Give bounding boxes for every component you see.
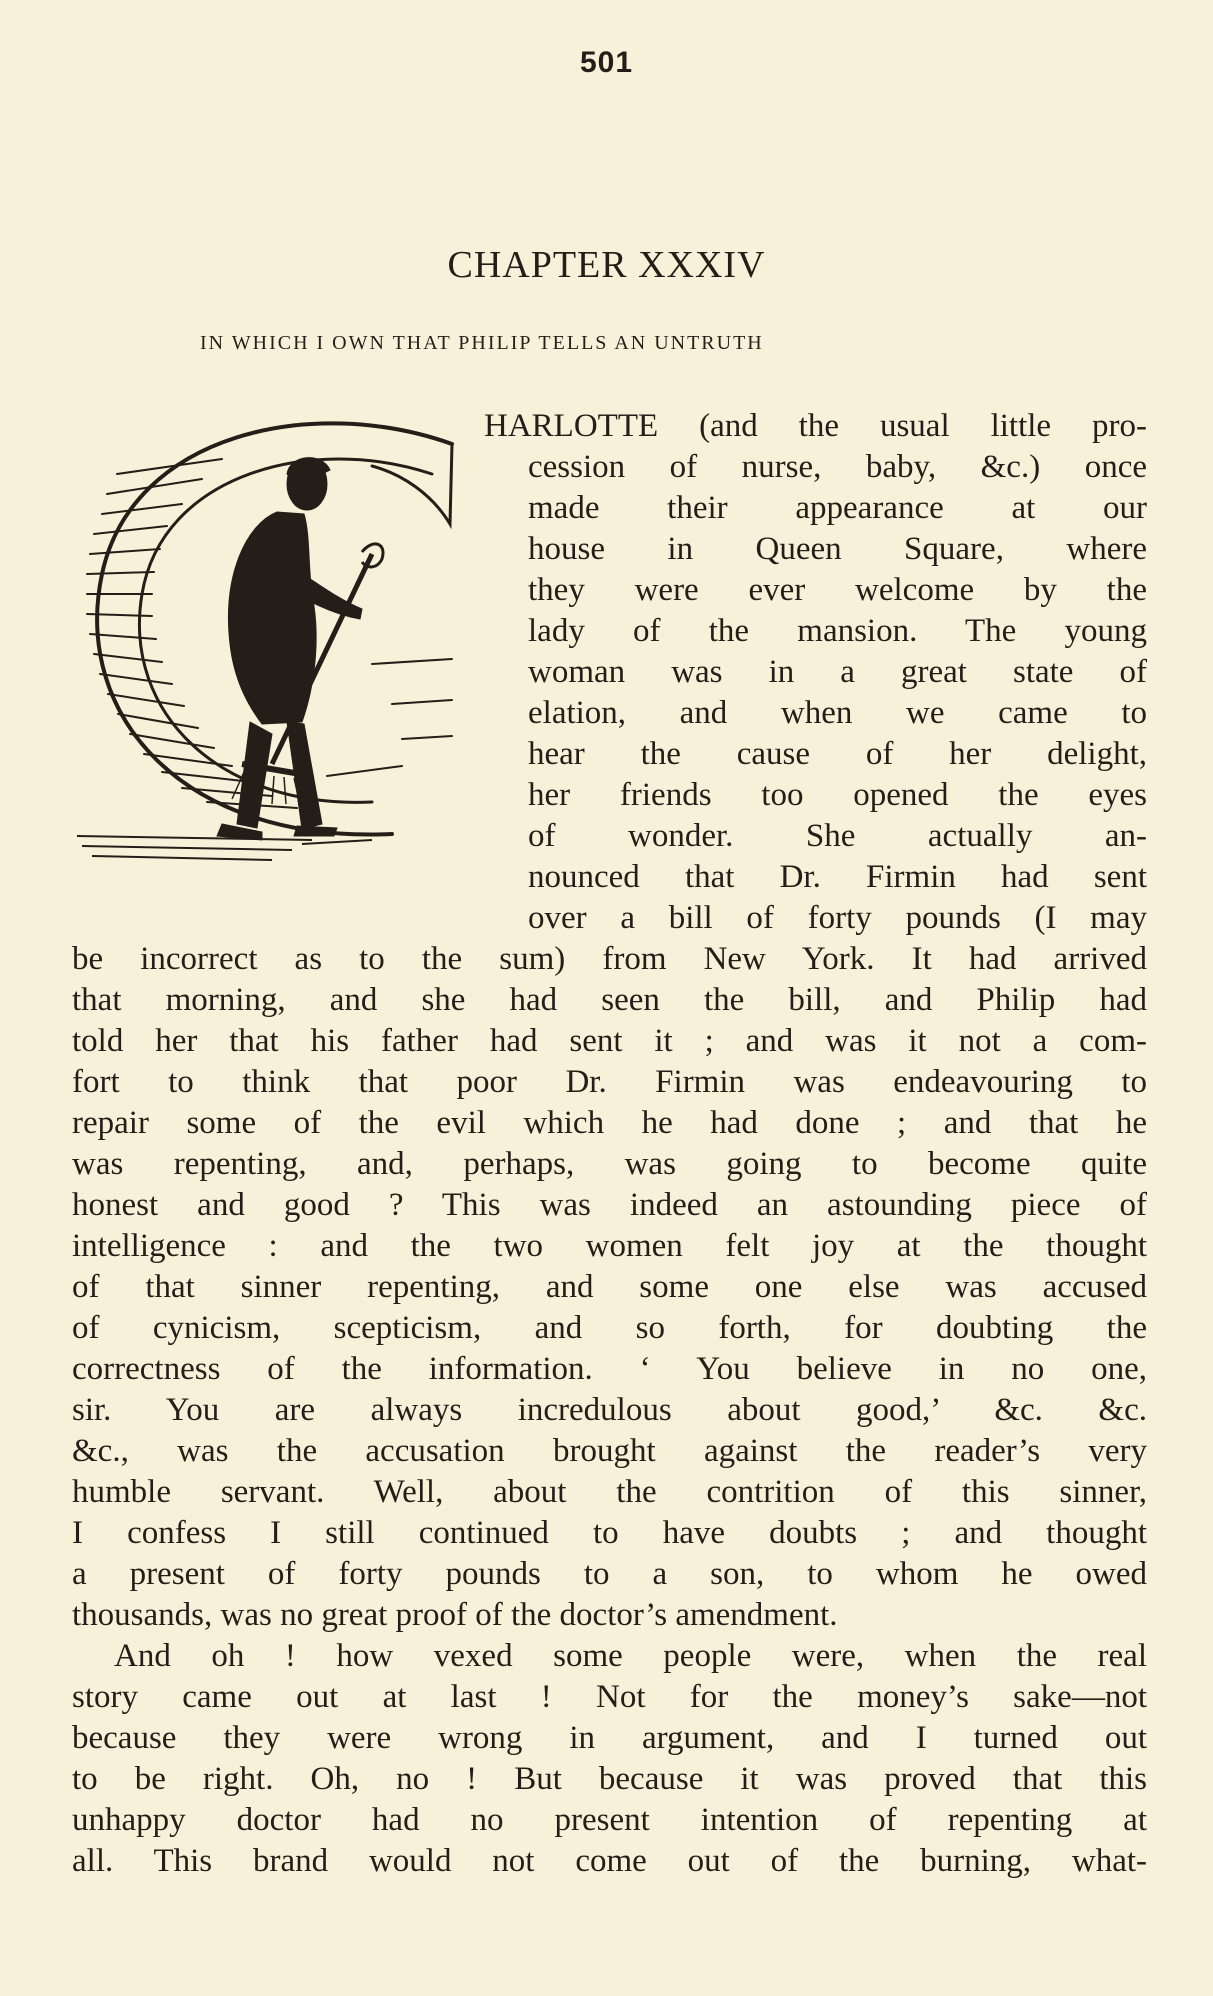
- text-line: made their appearance at our: [528, 490, 1147, 526]
- text-line: house in Queen Square, where: [528, 531, 1147, 567]
- text-line: a present of forty pounds to a son, to whom he owed: [72, 1556, 1147, 1592]
- text-line: intelligence : and the two women felt joy at the thought: [72, 1228, 1147, 1264]
- text-line: story came out at last ! Not for the money’s sake—not: [72, 1679, 1147, 1715]
- text-line: sir. You are always incredulous about good,’ &c. &c.: [72, 1392, 1147, 1428]
- text-line: correctness of the information. ‘ You believe in no one,: [72, 1351, 1147, 1387]
- text-line: of cynicism, scepticism, and so forth, for doubting the: [72, 1310, 1147, 1346]
- text-line: be incorrect as to the sum) from New York. It had arrived: [72, 941, 1147, 977]
- text-line: And oh ! how vexed some people were, when the real: [114, 1638, 1147, 1674]
- text-line: cession of nurse, baby, &c.) once: [528, 449, 1147, 485]
- text-line: her friends too opened the eyes: [528, 777, 1147, 813]
- text-line: thousands, was no great proof of the doctor’s amendment.: [72, 1597, 838, 1633]
- text-line: fort to think that poor Dr. Firmin was endeavouring to: [72, 1064, 1147, 1100]
- page-number: 501: [579, 46, 634, 79]
- text-line: told her that his father had sent it ; and was it not a com-: [72, 1023, 1147, 1059]
- chapter-title: CHAPTER XXXIV: [447, 244, 766, 286]
- text-line: to be right. Oh, no ! But because it was proved that this: [72, 1761, 1147, 1797]
- text-line: over a bill of forty pounds (I may: [528, 900, 1147, 936]
- text-line: woman was in a great state of: [528, 654, 1147, 690]
- text-line: they were ever welcome by the: [528, 572, 1147, 608]
- text-line: HARLOTTE (and the usual little pro-: [484, 408, 1147, 444]
- text-line: I confess I still continued to have doubts ; and thought: [72, 1515, 1147, 1551]
- text-line: that morning, and she had seen the bill, and Philip had: [72, 982, 1147, 1018]
- text-line: hear the cause of her delight,: [528, 736, 1147, 772]
- text-line: humble servant. Well, about the contrition of this sinner,: [72, 1474, 1147, 1510]
- text-line: repair some of the evil which he had done ; and that he: [72, 1105, 1147, 1141]
- text-line: unhappy doctor had no present intention of repenting at: [72, 1802, 1147, 1838]
- text-line: elation, and when we came to: [528, 695, 1147, 731]
- text-line: of that sinner repenting, and some one else was accused: [72, 1269, 1147, 1305]
- text-line: honest and good ? This was indeed an astounding piece of: [72, 1187, 1147, 1223]
- text-line: lady of the mansion. The young: [528, 613, 1147, 649]
- text-line: was repenting, and, perhaps, was going to become quite: [72, 1146, 1147, 1182]
- body-text: [72, 406, 1147, 1882]
- chapter-subtitle: IN WHICH I OWN THAT PHILIP TELLS AN UNTRUTH: [200, 332, 764, 354]
- text-line: all. This brand would not come out of the burning, what-: [72, 1843, 1147, 1879]
- text-line: of wonder. She actually an-: [528, 818, 1147, 854]
- text-line: &c., was the accusation brought against the reader’s very: [72, 1433, 1147, 1469]
- text-line: because they were wrong in argument, and I turned out: [72, 1720, 1147, 1756]
- text-line: nounced that Dr. Firmin had sent: [528, 859, 1147, 895]
